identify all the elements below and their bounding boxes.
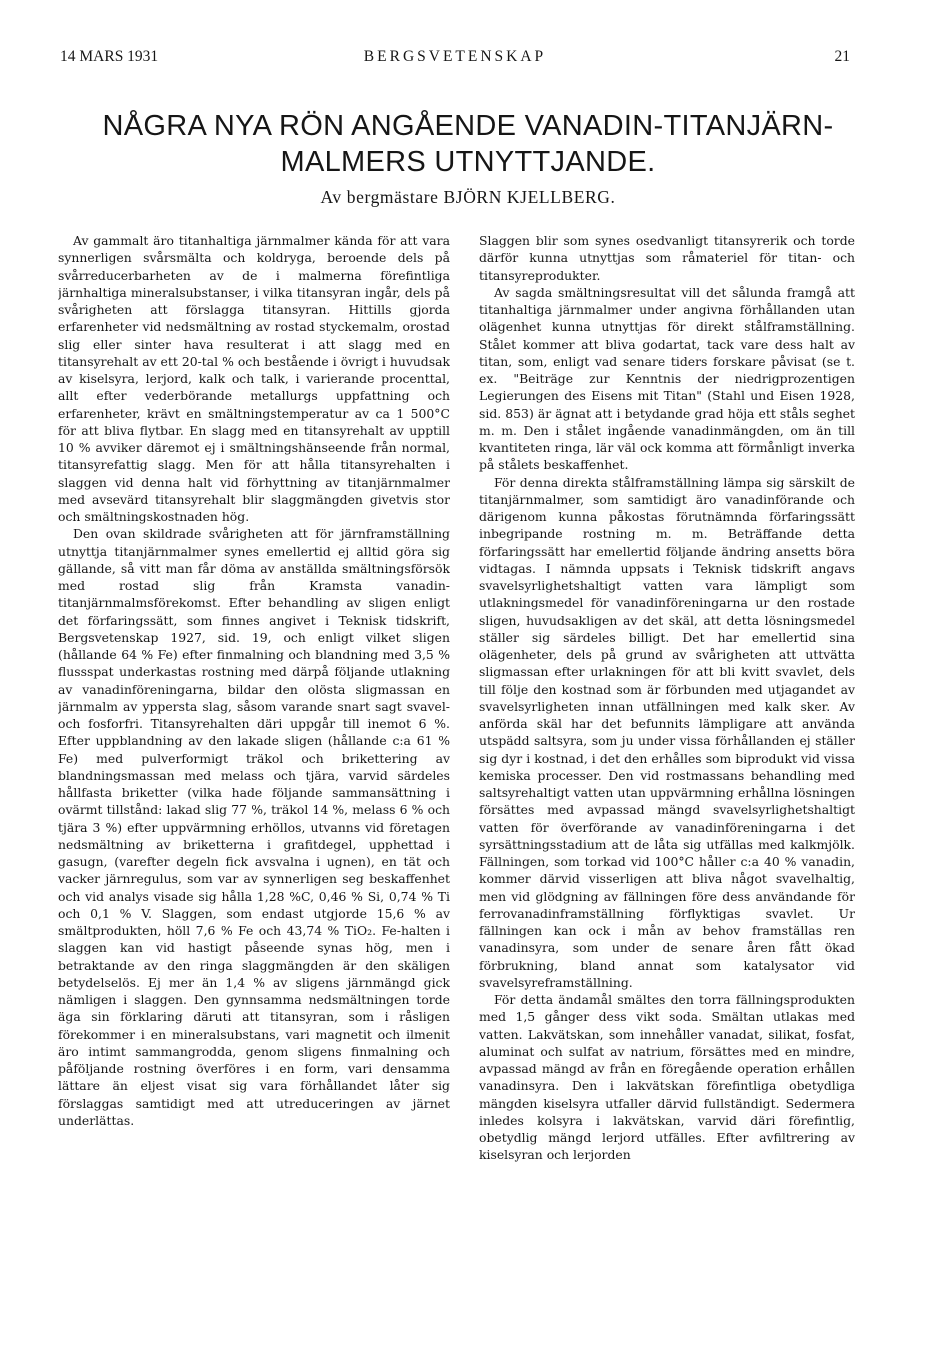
page-number: 21 [834,48,850,65]
paragraph: För detta ändamål smältes den torra fällningsprodukten med 1,5 gånger dess vikt soda. Smältan utlakas med vatten. Lakvätskan, som innehåller vanadat, silikat, fosfat, aluminat och sulfat av natrium, försättes med en mindre, avpassad mängd av från en föregående operation erhållen vanadinsyra. Den i lakvätskan förefintliga obetydliga mängden kiselsyra utfaller därvid fullständigt. Sedermera inledes kolsyra i lakvätskan, varvid däri förefintlig, obetydlig mängd lerjord utfälles. Efter avfiltrering av kiselsyran och lerjorden [479,992,855,1163]
right-column [479,232,855,1292]
paragraph: Den ovan skildrade svårigheten att för järnframställning utnyttja titanjärnmalmer synes emellertid ej alltid göra sig gällande, så vitt man får döma av anställda smältningsförsök med rostad slig från Kramsta vanadin-titanjärnmalmsförekomst. Efter behandling av sligen enligt det förfaringssätt, som finnes angivet i Teknisk tidskrift, Bergsvetenskap 1927, sid. 19, och enligt vilket sligen (hållande 64 % Fe) efter finmalning och blandning med 3,5 % flussspat underkastas rostning med därpå följande utlakning av vanadinföreningarna, bildar den olösta sligmassan en järnmalm av yppersta slag, såsom varande snart sagt svavel- och fosforfri. Titansyrehalten däri uppgår till inemot 6 %. Efter uppblandning av den lakade sligen (hållande c:a 61 % Fe) med pulverformigt träkol och brikettering av blandningsmassan med melass och tjära, varvid särdeles hållfasta briketter (vilka hade följande sammansättning i ovärmt tillstånd: lakad slig 77 %, träkol 14 %, melass 6 % och tjära 3 %) efter uppvärmning erhöllos, utvanns vid företagen nedsmältning av briketterna i grafitdegel, upphettad i gasugn, (varefter degeln fick avsvalna i ugnen), en tät och vacker järnregulus, som var av synnerligen seg beskaffenhet och vid analys visade sig hålla 1,28 %C, 0,46 % Si, 0,74 % Ti och 0,1 % V. Slaggen, som endast utgjorde 15,6 % av smältprodukten, höll 7,6 % Fe och 43,74 % TiO₂. Fe-halten i slaggen kan vid hastigt påseende synas hög, men i betraktande av den ringa slaggmängden är den skäligen betydelselös. Ej mer än 1,4 % av sligens järnmängd gick nämligen i slaggen. Den gynnsamma nedsmältningen torde äga sin förklaring däruti att titansyran, som i råsligen förekommer i en mineralsubstans, vari magnetit och ilmenit äro intimt sammangrodda, genom sligens finmalning och påföljande rostning överföres i en form, vari densamma lättare än eljest visat sig vara förhållandet låter sig förslaggas samtidigt med att utreduceringen av järnet underlättas. [58,526,450,1128]
byline: Av bergmästare BJÖRN KJELLBERG. [320,187,616,207]
issue-date: 14 MARS 1931 [60,48,159,65]
paragraph: Av sagda smältningsresultat vill det sålunda framgå att titanhaltiga järnmalmer under angivna förhållanden utan olägenhet kunna utnyttjas för direkt stålframställning. Stålet kommer att bliva godartat, tack vare dess halt av titan, som, enligt vad senare tiders forskare påvisat (se t. ex. "Beiträge zur Kenntnis der niedrigprozentigen Legierungen des Eisens mit Titan" (Stahl und Eisen 1928, sid. 853) är ägnat att i betydande grad höja ett ståls seghet m. m. Den i stålet ingående vanadinmängden, om än till kvantiteten ringa, lär väl ock komma att förmånligt inverka på stålets beskaffenhet. [479,284,855,473]
running-head [60,48,850,72]
article-title: NÅGRA NYA RÖN ANGÅENDE VANADIN-TITANJÄRN-MALMERS UTNYTTJANDE. [102,110,834,178]
left-column [58,232,450,1292]
paragraph: Av gammalt äro titanhaltiga järnmalmer kända för att vara synnerligen svårsmälta och koldryga, beroende dels på svårreducerbarheten av de i malmerna förefintliga järnhaltiga mineralsubstanser, i vilka titansyran ingår, dels på svårigheten att förslagga titansyran. Hittills gjorda erfarenheter vid nedsmältning av rostad styckemalm, orostad slig eller sinter hava resulterat i att slagg med en titansyrehalt av ett 20-tal % och bestående i övrigt i huvudsak av kiselsyra, lerjord, kalk och talk, i varierande procenttal, allt efter vederbörande metallurgs uppfattning och erfarenheter, krävt en smältningstemperatur av ca 1 500°C för att bliva flytbar. En slagg med en titansyrehalt av upptill 10 % avviker däremot ej i smältningshänseende från normal, titansyrefattig slagg. Men för att hålla titansyrehalten i slaggen vid denna halt vid förhyttning av titanjärnmalmer med avsevärd titansyrehalt blir slaggmängden givetvis stor och smältningskostnaden hög. [58,233,450,524]
paragraph: Slaggen blir som synes osedvanligt titansyrerik och torde därför kunna utnyttjas som råmateriel för titan- och titansyreprodukter. [479,233,855,283]
paragraph: För denna direkta stålframställning lämpa sig särskilt de titanjärnmalmer, som samtidigt äro vanadinförande och därigenom kunna påkostas förutnämnda förfaringssätt inbegripande rostning m. m. Beträffande detta förfaringssätt har emellertid följande ändring ansetts böra vidtagas. I nämnda uppsats i Teknisk tidskrift angavs svavelsyrlighetshaltigt vatten vara lämpligt som utlakningsmedel för vanadinföreningarna ur den rostade sligen, huvudsakligen av det skäl, att detta lösningsmedel ställer sig särdeles billigt. Det har emellertid sina olägenheter, dels på grund av svårigheten att uttvätta sligmassan efter urlakningen för att bli kvitt svavlet, dels till följe den kostnad som är förbunden med utjagandet av svavelsyrligheten innan utfällningen med kalk sker. Av anförda skäl har det befunnits lämpligare att använda utspädd saltsyra, som ju under vissa förhållanden ej ställer sig dyr i kostnad, i det den erhålles som biprodukt vid vissa kemiska processer. Den vid rostmassans behandling med saltsyrehaltigt vatten utan uppvärmning erhållna lösningen försättes med avpassad mängd svavelsyrlighetshaltigt vatten för överförande av vanadinföreningarna i det syrsättningsstadium att de låta sig utfällas med kalkmjölk. Fällningen, som torkad vid 100°C håller c:a 40 % vanadin, kommer därvid visserligen att bliva något svavelhaltig, men vid glödgning av fällningen före dess användande för ferrovanadinframställning förflyktigas svavlet. Ur fällningen kan ock i mån av behov framställas ren vanadinsyra, som under de senare åren fått ökad förbrukning, bland annat som katalysator vid svavelsyreframställning. [479,474,855,990]
journal-name: BERGSVETENSKAP [363,48,547,65]
